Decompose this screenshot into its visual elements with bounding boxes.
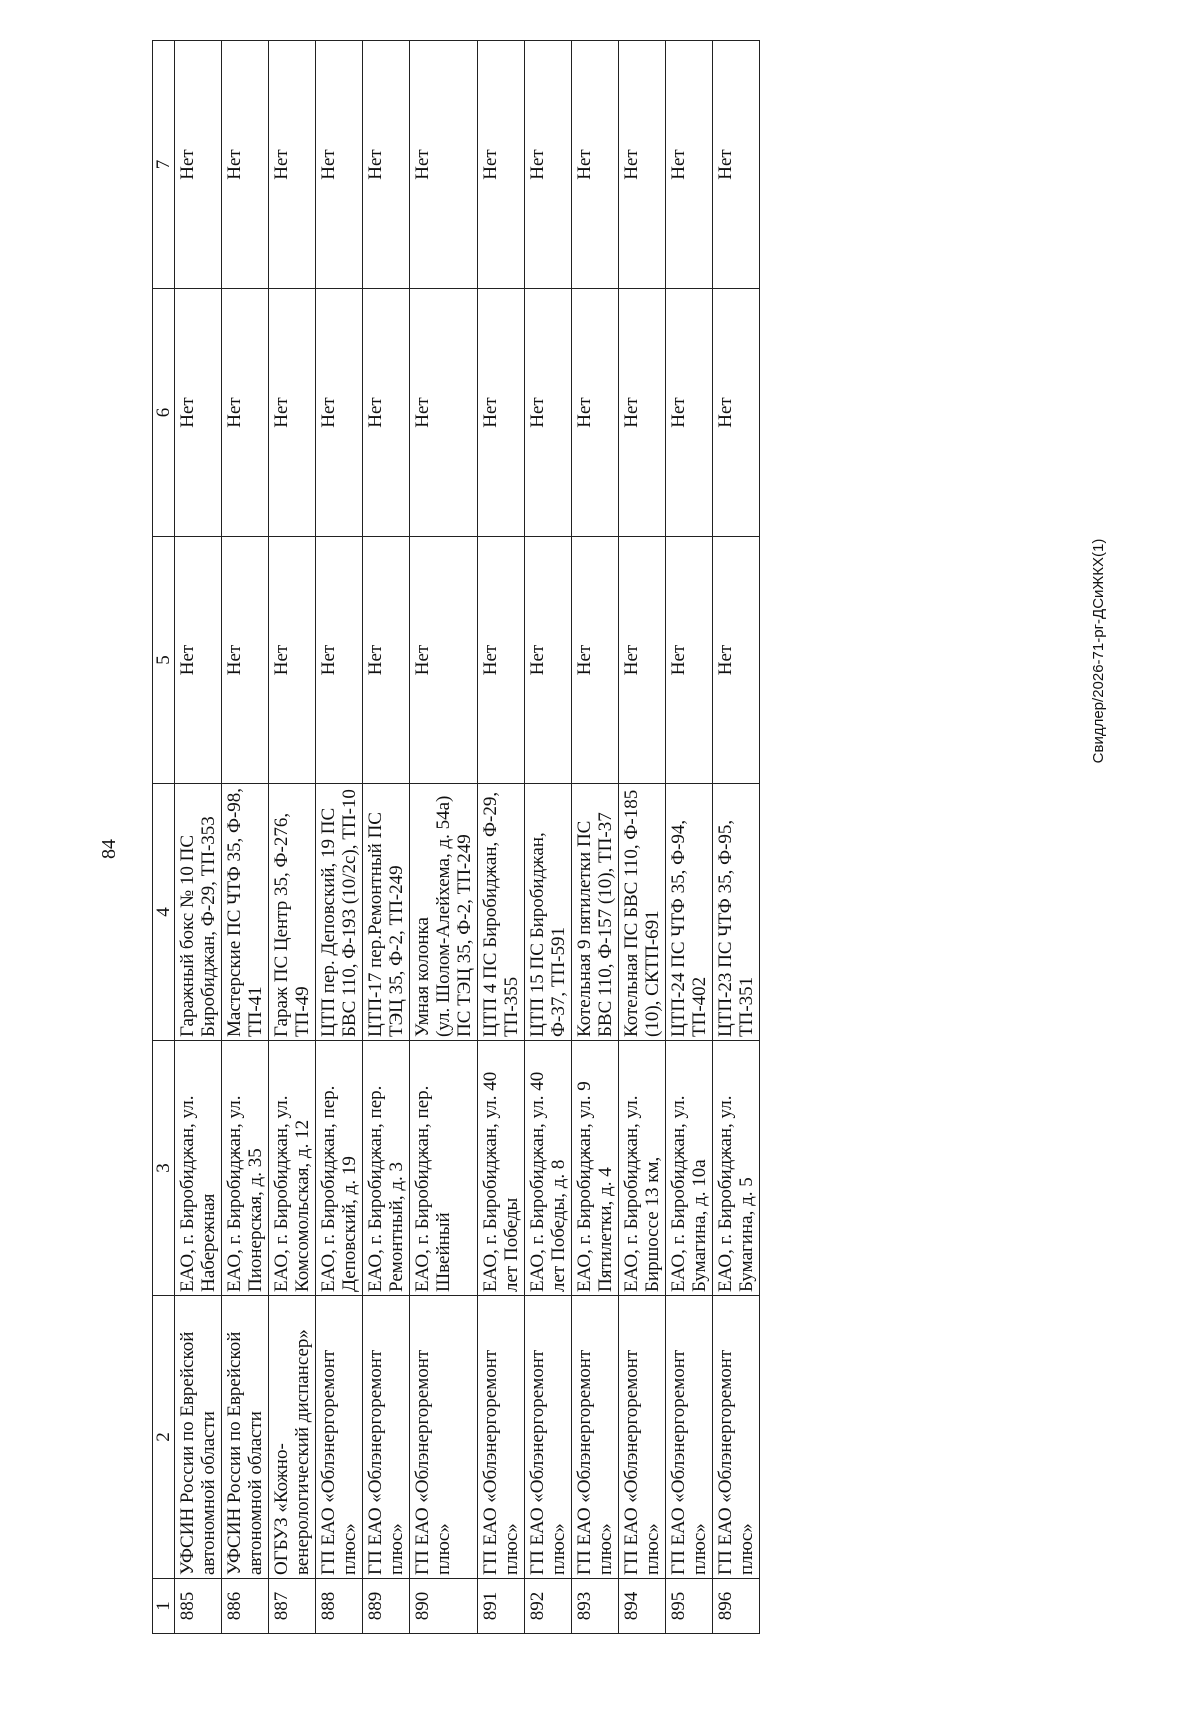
table-row — [572, 41, 619, 1634]
row-number: 886 — [222, 1579, 269, 1634]
column-7-value: Нет — [572, 41, 619, 289]
row-number: 887 — [269, 1579, 316, 1634]
object-address: ЕАО, г. Биробиджан, пер. Швейный — [410, 1041, 478, 1296]
column-5-value: Нет — [316, 537, 363, 784]
column-6-value: Нет — [572, 289, 619, 537]
column-5-value: Нет — [175, 537, 222, 784]
row-number: 894 — [619, 1579, 666, 1634]
column-header: 2 — [153, 1296, 175, 1579]
column-5-value: Нет — [525, 537, 572, 784]
column-7-value: Нет — [666, 41, 713, 289]
owner-name: ГП ЕАО «Облэнергоремонт плюс» — [666, 1296, 713, 1579]
row-number: 895 — [666, 1579, 713, 1634]
object-address: ЕАО, г. Биробиджан, ул. 40 лет Победы — [478, 1041, 525, 1296]
table-row — [363, 41, 410, 1634]
table-row — [713, 41, 760, 1634]
column-6-value: Нет — [222, 289, 269, 537]
table-row — [316, 41, 363, 1634]
object-description: Котельная ПС БВС 110, Ф-185 (10), СКТП-691 — [619, 784, 666, 1041]
registry-body — [175, 41, 760, 1634]
row-number: 891 — [478, 1579, 525, 1634]
object-address: ЕАО, г. Биробиджан, ул. Бумагина, д. 5 — [713, 1041, 760, 1296]
column-6-value: Нет — [410, 289, 478, 537]
column-6-value: Нет — [316, 289, 363, 537]
object-description: ЦТП-23 ПС ЧТФ 35, Ф-95, ТП-351 — [713, 784, 760, 1041]
owner-name: ГП ЕАО «Облэнергоремонт плюс» — [713, 1296, 760, 1579]
row-number: 892 — [525, 1579, 572, 1634]
table-row — [222, 41, 269, 1634]
table-row — [525, 41, 572, 1634]
column-5-value: Нет — [619, 537, 666, 784]
owner-name: ГП ЕАО «Облэнергоремонт плюс» — [572, 1296, 619, 1579]
column-header: 4 — [153, 784, 175, 1041]
row-number: 890 — [410, 1579, 478, 1634]
object-description: ЦТП 15 ПС Биробиджан, Ф-37, ТП-591 — [525, 784, 572, 1041]
row-number: 885 — [175, 1579, 222, 1634]
column-7-value: Нет — [175, 41, 222, 289]
column-7-value: Нет — [478, 41, 525, 289]
document-footer-code: Свидлер/2026-71-рг-ДСиЖКХ(1) — [1090, 538, 1107, 764]
column-5-value: Нет — [572, 537, 619, 784]
column-6-value: Нет — [619, 289, 666, 537]
column-6-value: Нет — [363, 289, 410, 537]
column-6-value: Нет — [478, 289, 525, 537]
row-number: 893 — [572, 1579, 619, 1634]
column-7-value: Нет — [525, 41, 572, 289]
column-header: 1 — [153, 1579, 175, 1634]
column-5-value: Нет — [222, 537, 269, 784]
column-7-value: Нет — [410, 41, 478, 289]
object-description: Умная колонка (ул. Шолом-Алейхема, д. 54а) ПС ТЭЦ 35, Ф-2, ТП-249 — [410, 784, 478, 1041]
object-address: ЕАО, г. Биробиджан, ул. Комсомольская, д. 12 — [269, 1041, 316, 1296]
column-7-value: Нет — [316, 41, 363, 289]
column-6-value: Нет — [666, 289, 713, 537]
column-header: 7 — [153, 41, 175, 289]
object-address: ЕАО, г. Биробиджан, ул. Биршоссе 13 км, — [619, 1041, 666, 1296]
column-5-value: Нет — [666, 537, 713, 784]
object-address: ЕАО, г. Биробиджан, ул. Пионерская, д. 35 — [222, 1041, 269, 1296]
column-7-value: Нет — [363, 41, 410, 289]
owner-name: ГП ЕАО «Облэнергоремонт плюс» — [619, 1296, 666, 1579]
object-description: ЦТП пер. Деповский, 19 ПС БВС 110, Ф-193 (10/2с), ТП-10 — [316, 784, 363, 1041]
table-row — [478, 41, 525, 1634]
object-address: ЕАО, г. Биробиджан, пер. Ремонтный, д. 3 — [363, 1041, 410, 1296]
owner-name: ГП ЕАО «Облэнергоремонт плюс» — [316, 1296, 363, 1579]
table-row — [269, 41, 316, 1634]
row-number: 888 — [316, 1579, 363, 1634]
object-address: ЕАО, г. Биробиджан, ул. 9 Пятилетки, д. 4 — [572, 1041, 619, 1296]
owner-name: ГП ЕАО «Облэнергоремонт плюс» — [525, 1296, 572, 1579]
column-5-value: Нет — [363, 537, 410, 784]
object-description: Гараж ПС Центр 35, Ф-276, ТП-49 — [269, 784, 316, 1041]
object-description: ЦТП-24 ПС ЧТФ 35, Ф-94, ТП-402 — [666, 784, 713, 1041]
table-row — [410, 41, 478, 1634]
owner-name: УФСИН России по Еврейской автономной области — [175, 1296, 222, 1579]
column-header: 6 — [153, 289, 175, 537]
column-7-value: Нет — [713, 41, 760, 289]
column-header: 3 — [153, 1041, 175, 1296]
column-7-value: Нет — [619, 41, 666, 289]
table-row — [175, 41, 222, 1634]
column-5-value: Нет — [410, 537, 478, 784]
column-5-value: Нет — [478, 537, 525, 784]
owner-name: ОГБУЗ «Кожно-венерологический диспансер» — [269, 1296, 316, 1579]
column-7-value: Нет — [222, 41, 269, 289]
owner-name: ГП ЕАО «Облэнергоремонт плюс» — [410, 1296, 478, 1579]
table-row — [619, 41, 666, 1634]
owner-name: ГП ЕАО «Облэнергоремонт плюс» — [363, 1296, 410, 1579]
column-6-value: Нет — [269, 289, 316, 537]
object-description: ЦТП 4 ПС Биробиджан, Ф-29, ТП-355 — [478, 784, 525, 1041]
column-7-value: Нет — [269, 41, 316, 289]
registry-table — [152, 40, 760, 1634]
owner-name: ГП ЕАО «Облэнергоремонт плюс» — [478, 1296, 525, 1579]
object-description: Котельная 9 пятилетки ПС БВС 110, Ф-157 (10), ТП-37 — [572, 784, 619, 1041]
column-number-row — [153, 41, 175, 1634]
object-address: ЕАО, г. Биробиджан, ул. 40 лет Победы, д. 8 — [525, 1041, 572, 1296]
page-number: 84 — [98, 839, 120, 859]
column-5-value: Нет — [713, 537, 760, 784]
object-address: ЕАО, г. Биробиджан, ул. Бумагина, д. 10а — [666, 1041, 713, 1296]
column-6-value: Нет — [713, 289, 760, 537]
row-number: 896 — [713, 1579, 760, 1634]
object-address: ЕАО, г. Биробиджан, ул. Набережная — [175, 1041, 222, 1296]
object-description: ЦТП-17 пер.Ремонтный ПС ТЭЦ 35, Ф-2, ТП-249 — [363, 784, 410, 1041]
table-row — [666, 41, 713, 1634]
column-6-value: Нет — [175, 289, 222, 537]
object-description: Гаражный бокс № 10 ПС Биробиджан, Ф-29, ТП-353 — [175, 784, 222, 1041]
column-6-value: Нет — [525, 289, 572, 537]
row-number: 889 — [363, 1579, 410, 1634]
column-header: 5 — [153, 537, 175, 784]
column-5-value: Нет — [269, 537, 316, 784]
owner-name: УФСИН России по Еврейской автономной области — [222, 1296, 269, 1579]
object-address: ЕАО, г. Биробиджан, пер. Деповский, д. 19 — [316, 1041, 363, 1296]
object-description: Мастерские ПС ЧТФ 35, Ф-98, ТП-41 — [222, 784, 269, 1041]
